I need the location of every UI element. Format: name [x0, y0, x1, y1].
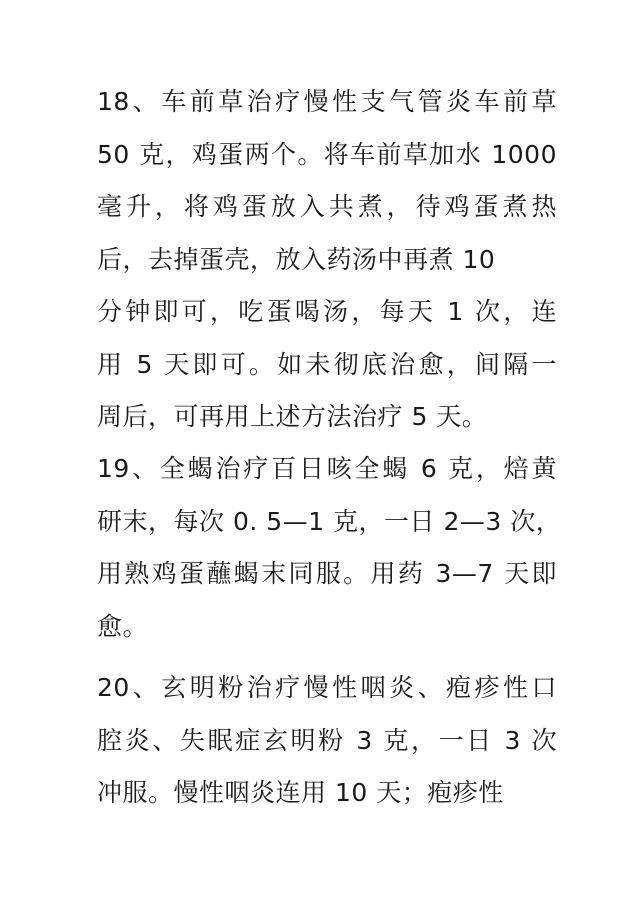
text-line: 愈。 [97, 611, 149, 641]
text-line: 19、全蝎治疗百日咳全蝎 6 克，焙黄 [97, 454, 557, 483]
text-line: 用熟鸡蛋蘸蝎末同服。用药 3—7 天即 [97, 559, 557, 588]
text-line: 研末，每次 0. 5—1 克，一日 2—3 次， [97, 506, 562, 536]
paragraph-20 [97, 662, 557, 820]
text-line: 分钟即可，吃蛋喝汤，每天 1 次，连 [97, 297, 557, 326]
text-line: 毫升，将鸡蛋放入共煮，待鸡蛋煮热 [97, 192, 557, 221]
text-line: 周后，可再用上述方法治疗 5 天。 [97, 402, 488, 431]
text-line: 20、玄明粉治疗慢性咽炎、疱疹性口 [97, 673, 557, 702]
text-line: 18、车前草治疗慢性支气管炎车前草 [97, 87, 557, 116]
paragraph-18 [97, 76, 557, 444]
text-line: 用 5 天即可。如未彻底治愈，间隔一 [97, 349, 557, 379]
text-line: 腔炎、失眠症玄明粉 3 克，一日 3 次 [97, 725, 557, 755]
text-line: 后，去掉蛋壳，放入药汤中再煮 10 [97, 244, 496, 274]
text-line: 50 克，鸡蛋两个。将车前草加水 1000 [97, 139, 557, 169]
paragraph-19 [97, 443, 562, 653]
text-line: 冲服。慢性咽炎连用 10 天；疱疹性 [97, 778, 504, 807]
